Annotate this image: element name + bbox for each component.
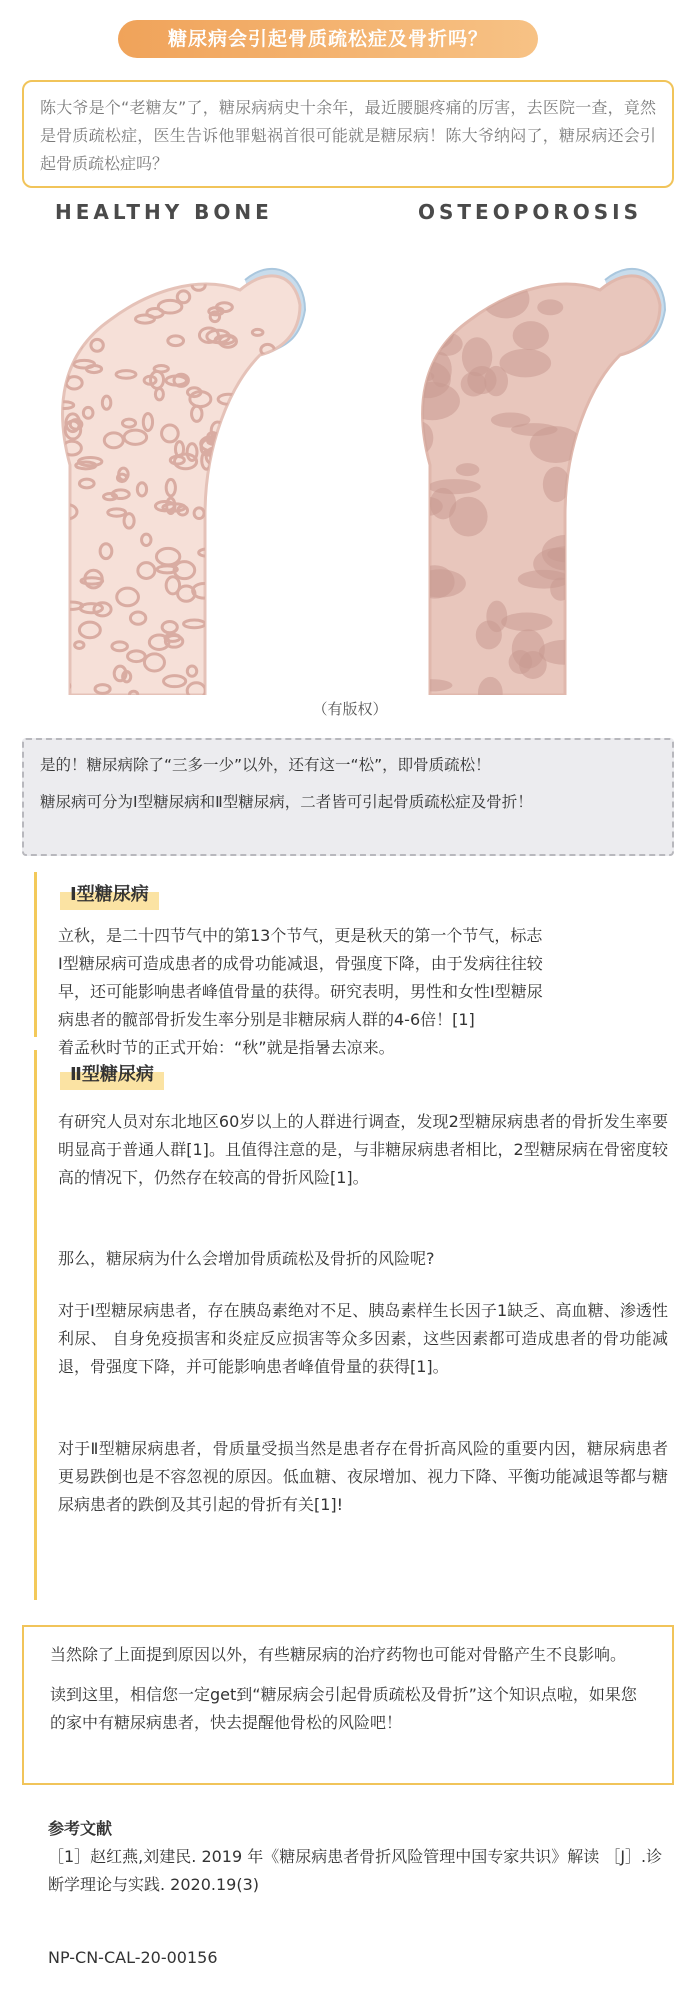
bone-texture-cell — [264, 582, 281, 599]
bone-texture-cell — [91, 267, 112, 285]
bone-pore — [501, 613, 552, 632]
section1-side-line — [34, 872, 37, 1037]
healthy-bone — [52, 267, 313, 695]
bone-texture-cell — [279, 510, 288, 518]
gray-highlight-box — [22, 738, 674, 856]
bone-pore — [482, 280, 529, 319]
bone-texture-cell — [294, 526, 307, 536]
bone-texture-cell — [280, 528, 301, 542]
bone-texture-cell — [256, 444, 265, 453]
conclusion-box — [22, 1625, 674, 1785]
section2-paragraph-3: 对于Ⅰ型糖尿病患者，存在胰岛素绝对不足、胰岛素样生长因子1缺乏、高血糖、渗透性利尿、 自身免疫损害和炎症反应损害等众多因素，这些因素都可造成患者的骨功能减退，骨强度下降，并可能影响患者峰值骨量的获得[1]。 — [58, 1301, 668, 1376]
bone-pore — [599, 627, 646, 649]
bone-texture-cell — [276, 415, 288, 424]
bone-pore — [651, 618, 683, 657]
osteoporosis-heading: OSTEOPOROSIS — [418, 200, 643, 224]
section1-heading: Ⅰ型糖尿病 — [60, 880, 159, 910]
bone-texture-cell — [247, 384, 266, 401]
bone-texture-cell — [263, 670, 277, 682]
bone-texture-cell — [275, 664, 289, 681]
bone-pore — [566, 492, 594, 513]
bone-texture-cell — [290, 606, 313, 615]
bone-texture-cell — [258, 581, 274, 593]
section1-line: 立秋，是二十四节气中的第13个节气，更是秋天的第一个节气，标志 — [58, 926, 543, 945]
bone-texture-cell — [75, 330, 85, 340]
bone-pore — [461, 372, 487, 397]
bone-pore — [646, 446, 689, 471]
bone-texture-cell — [231, 634, 245, 648]
bone-pore — [415, 277, 447, 312]
bone-texture-cell — [138, 279, 147, 294]
bone-texture-cell — [276, 550, 290, 565]
reference-item: ［1］赵红燕,刘建民. 2019 年《糖尿病患者骨折风险管理中国专家共识》解读 ［J］.诊断学理论与实践. 2020.19(3) — [48, 1847, 663, 1894]
bone-texture-cell — [214, 542, 225, 557]
bone-texture-cell — [255, 530, 272, 537]
bone-pore — [533, 548, 582, 580]
bone-texture-cell — [98, 288, 107, 294]
bone-illustration — [0, 235, 700, 695]
figure-caption: （有版权） — [312, 700, 388, 718]
section1-line: Ⅰ型糖尿病可造成患者的成骨功能减退，骨强度下降，由于发病往往较 — [58, 954, 543, 973]
bone-pore — [609, 606, 631, 641]
bone-pore — [573, 499, 620, 537]
bone-texture-cell — [219, 632, 231, 648]
bone-pore — [575, 521, 621, 548]
gray-box-paragraph-1: 是的！糖尿病除了“三多一少”以外，还有这一“松”，即骨质疏松！ — [40, 756, 491, 774]
bone-texture-cell — [296, 486, 305, 497]
bone-texture-cell — [259, 582, 278, 595]
section1-line: 着孟秋时节的正式开始：“秋”就是指暑去凉来。 — [58, 1038, 395, 1057]
bone-pore — [603, 506, 639, 520]
section1-body — [58, 922, 668, 1062]
osteoporotic-bone — [404, 267, 689, 695]
bone-texture-cell — [300, 270, 310, 284]
bone-texture-cell — [93, 287, 116, 305]
section2-paragraph-1: 有研究人员对东北地区60岁以上的人群进行调查，发现2型糖尿病患者的骨折发生率要明显高于普通人群[1]。且值得注意的是，与非糖尿病患者相比，2型糖尿病在骨密度较高的情况下，仍然存在较高的骨折风险[1]。 — [58, 1112, 668, 1187]
bone-figure-headings — [0, 200, 700, 230]
bone-texture-cell — [83, 272, 103, 288]
bone-pore — [431, 332, 463, 356]
bone-pore — [640, 506, 684, 541]
bone-pore — [609, 363, 654, 397]
bone-texture-cell — [52, 681, 70, 690]
bone-texture-cell — [291, 405, 306, 417]
bone-pore — [412, 497, 443, 516]
gray-box-paragraph-2: 糖尿病可分为Ⅰ型糖尿病和Ⅱ型糖尿病，二者皆可引起骨质疏松症及骨折！ — [40, 793, 533, 811]
bone-texture-cell — [219, 274, 227, 282]
bone-pore — [407, 422, 433, 455]
bone-texture-cell — [282, 630, 302, 644]
bone-texture-cell — [52, 477, 67, 483]
section2-paragraph-4: 对于Ⅱ型糖尿病患者，骨质量受损当然是患者存在骨折高风险的重要内因，糖尿病患者更易跌倒也是不容忽视的原因。低血糖、夜尿增加、视力下降、平衡功能减退等都与糖尿病患者的跌倒及其引起的骨折有关[1]! — [58, 1439, 668, 1514]
conclusion-paragraph-2: 读到这里，相信您一定get到“糖尿病会引起骨质疏松及骨折”这个知识点啦，如果您的家中有糖尿病患者，快去提醒他骨松的风险吧！ — [50, 1685, 637, 1732]
section2-side-line — [34, 1050, 37, 1600]
bone-texture-cell — [237, 475, 249, 489]
bone-pore — [456, 463, 480, 476]
bone-texture-cell — [237, 403, 245, 415]
intro-box: 陈大爷是个“老糖友”了，糖尿病病史十余年，最近腰腿疼痛的厉害，去医院一查，竟然是骨质疏松症，医生告诉他罪魁祸首很可能就是糖尿病！陈大爷纳闷了，糖尿病还会引起骨质疏松症吗？ — [22, 80, 674, 188]
references — [48, 1815, 668, 1899]
conclusion-paragraph-1: 当然除了上面提到原因以外，有些糖尿病的治疗药物也可能对骨骼产生不良影响。 — [50, 1645, 627, 1664]
section1-line: 早，还可能影响患者峰值骨量的获得。研究表明，男性和女性Ⅰ型糖尿 — [58, 982, 543, 1001]
bone-texture-cell — [233, 538, 245, 548]
bone-pore — [500, 349, 552, 377]
bone-texture-cell — [257, 684, 277, 693]
bone-texture-cell — [296, 646, 308, 654]
bone-pore — [486, 601, 507, 633]
section1-line: 病患者的髋部骨折发生率分别是非糖尿病人群的4-6倍！[1] — [58, 1010, 475, 1029]
bone-pore — [550, 578, 571, 601]
references-heading: 参考文献 — [48, 1819, 113, 1838]
bone-pore — [602, 377, 637, 395]
document-code: NP-CN-CAL-20-00156 — [48, 1948, 218, 1967]
bone-pore — [537, 299, 563, 315]
bone-pore — [604, 549, 634, 565]
bone-pore — [539, 640, 589, 665]
bone-texture-cell — [231, 276, 241, 286]
healthy-bone-heading: HEALTHY BONE — [55, 200, 273, 224]
section2-paragraph-2: 那么，糖尿病为什么会增加骨质疏松及骨折的风险呢? — [58, 1249, 435, 1268]
bone-pore — [511, 423, 558, 436]
bone-texture-cell — [56, 333, 75, 347]
bone-pore — [415, 565, 454, 598]
bone-pore — [405, 361, 451, 398]
bone-pore — [608, 419, 658, 440]
section2-heading: Ⅱ型糖尿病 — [60, 1060, 164, 1090]
bone-pore — [499, 267, 525, 294]
article-title: 糖尿病会引起骨质疏松症及骨折吗？ — [118, 20, 538, 58]
bone-texture-cell — [270, 441, 284, 456]
bone-pore — [634, 402, 666, 433]
bone-pore — [611, 373, 649, 413]
bone-texture-cell — [286, 396, 308, 410]
bone-texture-cell — [249, 559, 260, 574]
bone-pore — [411, 679, 452, 691]
bone-texture-cell — [214, 477, 237, 491]
bone-pore — [513, 321, 549, 350]
bone-texture-cell — [298, 685, 310, 692]
bone-pore — [614, 660, 656, 681]
